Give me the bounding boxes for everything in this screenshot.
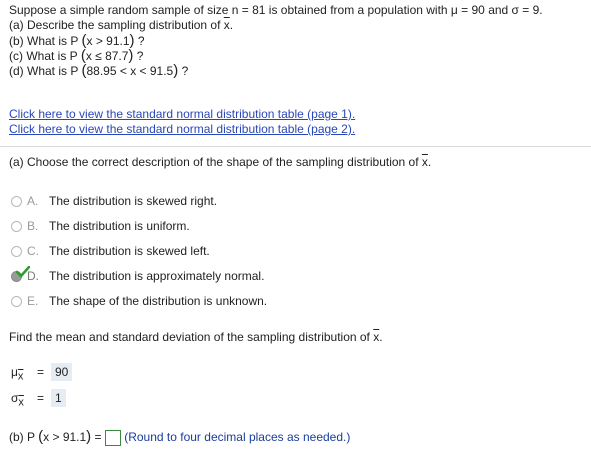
part-d-inner: 88.95 < x < 91.5 — [86, 64, 174, 78]
sd-label — [11, 389, 24, 411]
problem-statement — [9, 3, 543, 18]
option-letter: E. — [27, 294, 39, 308]
radio-button[interactable] — [11, 246, 22, 257]
mean-subscript: x — [17, 370, 24, 383]
mean-sd-prompt — [9, 330, 383, 345]
mean-label — [11, 363, 23, 385]
radio-button[interactable] — [11, 296, 22, 307]
option-b[interactable] — [11, 218, 190, 234]
option-d[interactable] — [11, 268, 264, 284]
part-b-prefix: (b) What is P — [9, 34, 79, 48]
part-b-inner: x > 91.1 — [86, 34, 130, 48]
part-c-inner: x ≤ 87.7 — [85, 49, 129, 63]
question-mark: ? — [136, 49, 144, 63]
correct-check-icon — [16, 266, 30, 278]
option-e[interactable] — [11, 293, 267, 309]
part-c-prefix: (c) What is P — [9, 49, 78, 63]
equals-sign: = — [37, 391, 45, 405]
section-divider — [0, 146, 591, 147]
question-mark: ? — [181, 64, 189, 78]
xbar-symbol: $\overline{x}$ — [223, 18, 230, 32]
period: . — [379, 330, 383, 344]
period: . — [427, 155, 432, 169]
xbar-symbol: $\overline{x}$ — [421, 155, 428, 169]
part-a-line — [9, 18, 233, 33]
normal-table-link-page-2[interactable]: Click here to view the standard normal distribution table (page 2). — [9, 122, 356, 136]
option-text: The distribution is skewed right. — [49, 194, 218, 208]
option-letter: A. — [27, 194, 39, 208]
part-a-prompt — [9, 155, 431, 170]
question-mark: ? — [137, 34, 145, 48]
option-text: The distribution is approximately normal. — [49, 269, 265, 283]
equals-sign: = — [94, 430, 102, 444]
radio-button[interactable] — [11, 221, 22, 232]
equals-sign: = — [37, 365, 45, 379]
sd-subscript: x — [18, 396, 24, 409]
option-letter: C. — [27, 244, 39, 258]
part-a-text: (a) Describe the sampling distribution of — [9, 18, 221, 32]
mean-value: 90 — [51, 363, 72, 381]
sd-value: 1 — [51, 389, 66, 407]
problem-text: Suppose a simple random sample of size n = 81 is obtained from a population with μ = 90 and σ = 9. — [9, 3, 543, 17]
part-b-answer-line: (b) P (x > 91.1) = (Round to four decimal places as needed.) — [9, 428, 351, 445]
part-c-line: (c) What is P (x ≤ 87.7) ? — [9, 47, 144, 64]
part-b-answer-prefix: (b) P — [9, 430, 35, 444]
part-a-prompt-text: (a) Choose the correct description of the shape of the sampling distribution of — [9, 155, 419, 169]
rounding-hint: (Round to four decimal places as needed.) — [124, 430, 351, 444]
part-b-line: (b) What is P (x > 91.1) ? — [9, 32, 145, 49]
option-text: The distribution is uniform. — [49, 219, 190, 233]
part-b-answer-inner: x > 91.1 — [43, 430, 87, 444]
period: . — [229, 18, 234, 32]
radio-button[interactable] — [11, 196, 22, 207]
option-text: The shape of the distribution is unknown. — [49, 294, 268, 308]
part-d-prefix: (d) What is P — [9, 64, 79, 78]
option-letter: D. — [27, 269, 39, 283]
option-letter: B. — [27, 219, 39, 233]
answer-input[interactable] — [105, 430, 121, 446]
mean-sd-prompt-text: Find the mean and standard deviation of the sampling distribution of — [9, 330, 370, 344]
part-d-line: (d) What is P (88.95 < x < 91.5) ? — [9, 62, 189, 79]
normal-table-link-page-1[interactable]: Click here to view the standard normal distribution table (page 1). — [9, 107, 356, 121]
xbar-symbol: $\overline{x}$ — [373, 330, 380, 344]
option-a[interactable] — [11, 193, 217, 209]
option-c[interactable] — [11, 243, 210, 259]
mu-symbol: μ — [11, 365, 18, 379]
option-text: The distribution is skewed left. — [49, 244, 210, 258]
sigma-symbol: σ — [11, 391, 19, 405]
